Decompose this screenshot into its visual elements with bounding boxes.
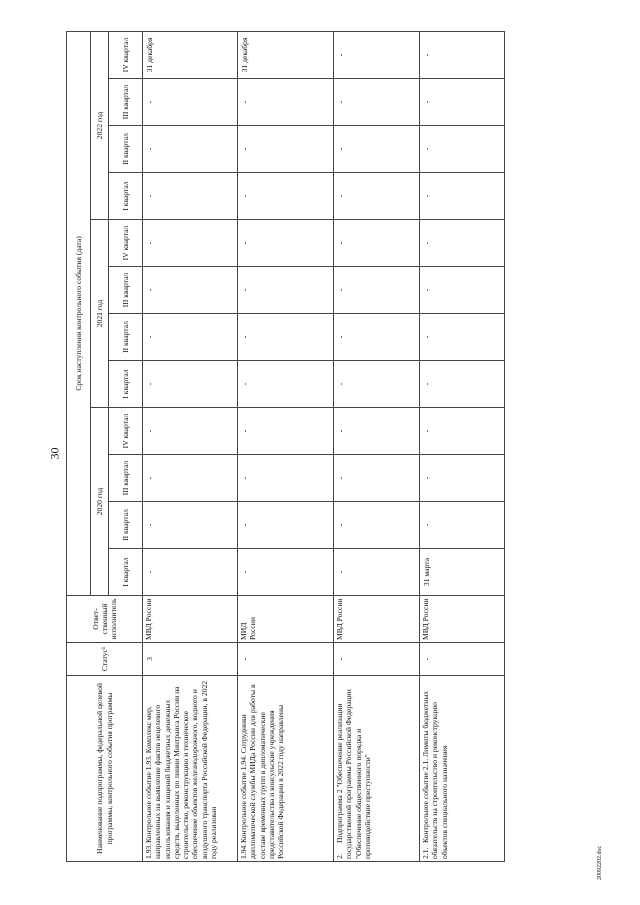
status-cell: -	[238, 643, 334, 676]
quarter-date-cell: -	[334, 79, 420, 126]
event-name: Контрольное событие 2.1. Лимиты бюджетных обязательств на строительство и реконструкцию объектов специального назначения	[421, 690, 449, 859]
quarter-header: IV квартал	[109, 31, 143, 78]
quarter-date-cell: -	[334, 267, 420, 314]
control-events-table	[66, 31, 505, 862]
quarter-date-cell: -	[420, 408, 505, 455]
quarter-date-cell: -	[334, 549, 420, 596]
status-cell: -	[420, 643, 505, 676]
event-name-cell	[420, 676, 505, 862]
table-row	[238, 31, 334, 861]
quarter-date-cell: -	[238, 79, 334, 126]
quarter-date-cell: -	[334, 361, 420, 408]
quarter-date-cell: -	[334, 31, 420, 78]
row-number: 2.	[335, 853, 344, 859]
name-column-header: Наименование подпрограммы, федеральной целевой программы, контрольного события программы	[67, 676, 143, 862]
quarter-date-cell: -	[143, 549, 238, 596]
quarter-header: II квартал	[109, 314, 143, 361]
quarter-date-cell: -	[420, 126, 505, 173]
quarter-date-cell: -	[143, 267, 238, 314]
quarter-header: III квартал	[109, 455, 143, 502]
executor-cell: МВД России	[334, 596, 420, 643]
quarter-header: I квартал	[109, 361, 143, 408]
quarter-date-cell: -	[143, 220, 238, 267]
row-number: 2.1.	[421, 847, 430, 859]
quarter-header: II квартал	[109, 126, 143, 173]
quarter-date-cell: -	[238, 408, 334, 455]
executor-cell: МВД России	[143, 596, 238, 643]
quarter-date-cell: -	[420, 79, 505, 126]
executor-cell: МВД России	[420, 596, 505, 643]
row-number: 1.93.	[144, 843, 153, 859]
quarter-date-cell: -	[334, 173, 420, 220]
quarter-date-cell: -	[143, 173, 238, 220]
event-name-cell	[238, 676, 334, 862]
year-header-2021: 2021 год	[91, 220, 109, 408]
executor-cell: МИД России	[238, 596, 334, 643]
quarter-header: IV квартал	[109, 408, 143, 455]
event-name-cell	[143, 676, 238, 862]
quarter-date-cell: -	[420, 173, 505, 220]
quarter-header: I квартал	[109, 173, 143, 220]
row-number: 1.94.	[239, 843, 248, 859]
status-column-header: Статус¹	[67, 643, 143, 676]
quarter-date-cell: -	[420, 267, 505, 314]
quarter-date-cell: -	[334, 220, 420, 267]
quarter-date-cell: -	[143, 408, 238, 455]
document-code: 20092202.doc	[597, 845, 603, 880]
quarter-header: II квартал	[109, 502, 143, 549]
quarter-date-cell: -	[238, 126, 334, 173]
quarter-date-cell: -	[420, 455, 505, 502]
quarter-date-cell: 31 декабря	[238, 31, 334, 78]
quarter-date-cell: -	[420, 31, 505, 78]
quarter-date-cell: 31 марта	[420, 549, 505, 596]
table-row	[334, 31, 420, 861]
quarter-date-cell: -	[143, 361, 238, 408]
quarter-date-cell: -	[143, 502, 238, 549]
quarter-date-cell: -	[334, 408, 420, 455]
quarter-date-cell: -	[238, 220, 334, 267]
quarter-date-cell: -	[238, 549, 334, 596]
table-row	[143, 31, 238, 861]
table-row	[420, 31, 505, 861]
quarter-header: I квартал	[109, 549, 143, 596]
quarter-date-cell: -	[238, 502, 334, 549]
quarter-date-cell: 31 декабря	[143, 31, 238, 78]
quarter-date-cell: -	[334, 455, 420, 502]
quarter-date-cell: -	[143, 314, 238, 361]
quarter-date-cell: -	[238, 314, 334, 361]
event-name: Контрольное событие 1.93. Комплекс мер, направленных на выявление фактов нецелевого использования и хищений бюджетных денежных средств, выделенных по линии Минтранса России на строительство, реконструкцию и техническое обеспечение объектов железнодорожного, водного и воздушного транспорта Российской Федерации, в 2022 году реализован	[144, 680, 218, 859]
quarter-date-cell: -	[238, 173, 334, 220]
quarter-date-cell: -	[143, 455, 238, 502]
status-cell: 3	[143, 643, 238, 676]
quarter-header: III квартал	[109, 79, 143, 126]
quarter-date-cell: -	[238, 361, 334, 408]
executor-column-header: Ответ-ственный исполнитель	[67, 596, 143, 643]
year-header-2022: 2022 год	[91, 31, 109, 219]
year-header-2020: 2020 год	[91, 408, 109, 596]
quarter-header: III квартал	[109, 267, 143, 314]
event-name: Подпрограмма 2 "Обеспечение реализации государственной программы Российской Федерации "Обеспечение общественного порядка и противодействие преступности"	[335, 689, 372, 859]
quarter-date-cell: -	[238, 455, 334, 502]
quarter-date-cell: -	[334, 502, 420, 549]
period-header: Срок наступления контрольного события (дата)	[67, 31, 91, 595]
quarter-header: IV квартал	[109, 220, 143, 267]
rotated-page	[66, 32, 576, 862]
quarter-date-cell: -	[420, 502, 505, 549]
quarter-date-cell: -	[334, 314, 420, 361]
quarter-date-cell: -	[238, 267, 334, 314]
quarter-date-cell: -	[420, 361, 505, 408]
quarter-date-cell: -	[143, 79, 238, 126]
page-number: 30	[47, 447, 62, 460]
event-name: Контрольное событие 1.94. Сотрудники дипломатической службы МИДа России для работы в составе временных групп в дипломатические представительства и консульские учреждения Российской Федерации в 2022 году направлены	[239, 684, 285, 859]
quarter-date-cell: -	[420, 220, 505, 267]
quarter-date-cell: -	[334, 126, 420, 173]
quarter-date-cell: -	[143, 126, 238, 173]
quarter-date-cell: -	[420, 314, 505, 361]
event-name-cell	[334, 676, 420, 862]
status-cell: -	[334, 643, 420, 676]
